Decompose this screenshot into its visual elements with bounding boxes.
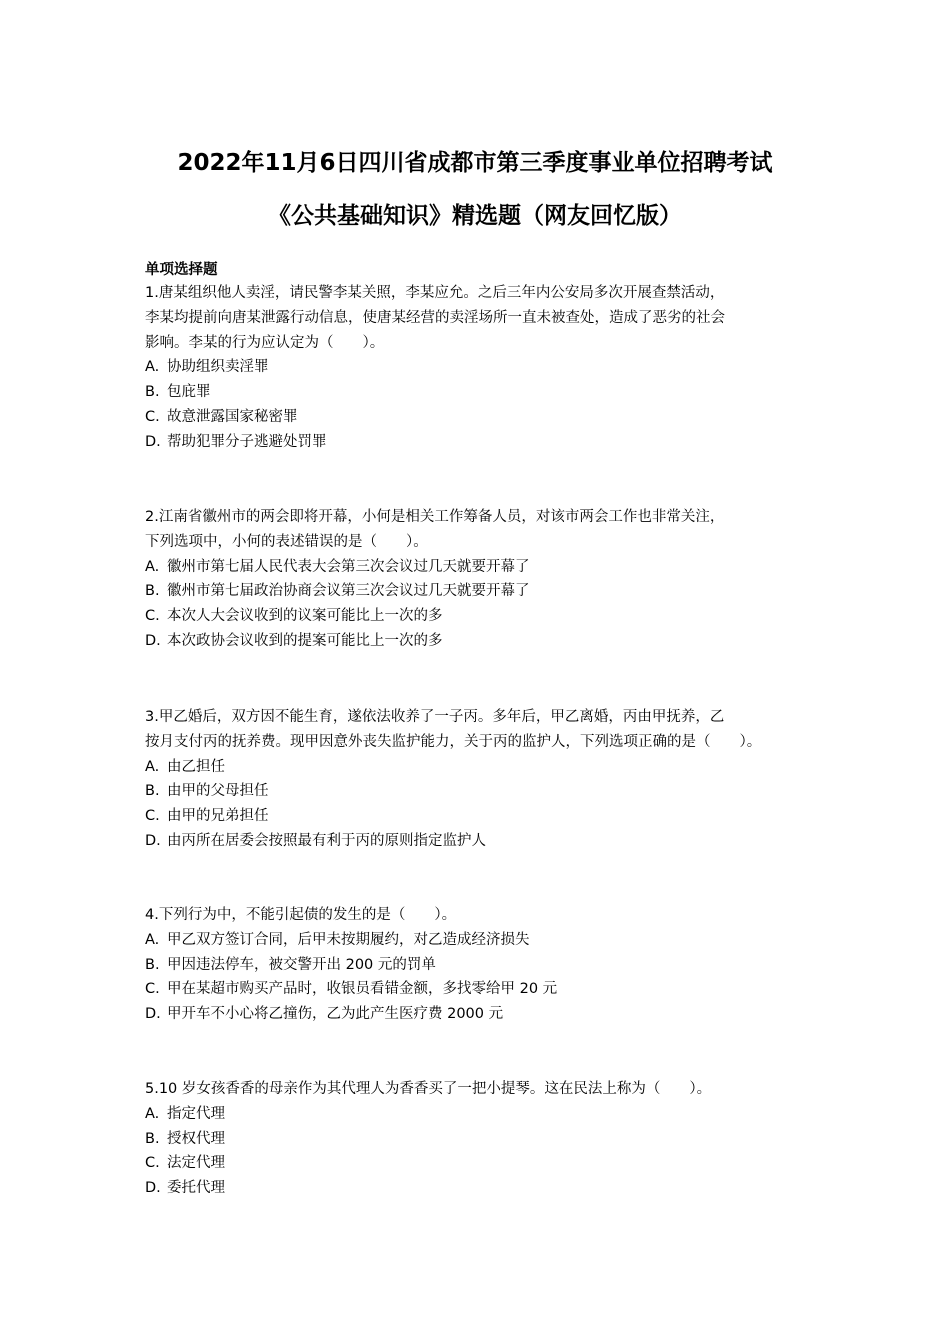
option-text: 甲开车不小心将乙撞伤，乙为此产生医疗费 2000 元 [167,1006,504,1023]
question-4 [145,903,825,1027]
option-label: A. [145,1105,160,1122]
option-text: 帮助犯罪分子逃避处罚罪 [167,433,327,450]
option-text: 协助组织卖淫罪 [167,359,269,376]
question-2 [145,505,825,654]
option-label: A. [145,758,160,775]
option-text: 甲在某超市购买产品时，收银员看错金额，多找零给甲 20 元 [167,981,558,998]
question-5 [145,1077,825,1201]
option-text: 甲乙双方签订合同，后甲未按期履约，对乙造成经济损失 [167,931,530,948]
option-text: 由丙所在居委会按照最有利于丙的原则指定监护人 [167,832,486,849]
answer-option [145,755,825,780]
question-stem-line: 4.下列行为中，不能引起债的发生的是（ ）。 [145,907,457,923]
answer-option [145,579,825,604]
option-label: A. [145,558,160,575]
option-label: D. [145,632,161,649]
option-text: 由甲的父母担任 [167,783,269,800]
question-stem-line: 李某均提前向唐某泄露行动信息，使唐某经营的卖淫场所一直未被查处，造成了恶劣的社会 [145,309,725,326]
answer-option [145,430,825,455]
answer-option [145,405,825,430]
option-text: 本次政协会议收到的提案可能比上一次的多 [167,632,443,649]
section-heading: 单项选择题 [145,262,218,278]
question-stem-line: 下列选项中，小何的表述错误的是（ ）。 [145,533,428,550]
option-label: D. [145,433,161,450]
option-label: C. [145,981,160,998]
document-title-line-2: 《公共基础知识》精选题（网友回忆版） [268,203,682,229]
option-label: C. [145,408,160,425]
answer-option [145,1002,825,1027]
option-text: 法定代理 [167,1155,225,1172]
option-text: 由乙担任 [167,758,225,775]
answer-option [145,604,825,629]
option-label: C. [145,808,160,825]
answer-option [145,629,825,654]
question-1 [145,281,825,455]
answer-option [145,779,825,804]
option-text: 徽州市第七届政治协商会议第三次会议过几天就要开幕了 [167,583,530,600]
option-text: 由甲的兄弟担任 [167,808,269,825]
question-stem-line: 2.江南省徽州市的两会即将开幕，小何是相关工作筹备人员，对该市两会工作也非常关注， [145,509,725,525]
option-label: C. [145,608,160,625]
option-text: 徽州市第七届人民代表大会第三次会议过几天就要开幕了 [167,558,530,575]
question-stem-line: 3.甲乙婚后，双方因不能生育，遂依法收养了一子丙。多年后，甲乙离婚，丙由甲抚养，乙 [145,709,725,725]
option-text: 本次人大会议收到的议案可能比上一次的多 [167,608,443,625]
option-text: 指定代理 [167,1105,225,1122]
option-text: 委托代理 [167,1180,225,1197]
answer-option [145,1127,825,1152]
question-3 [145,705,825,854]
answer-option [145,380,825,405]
question-stem-line: 1.唐某组织他人卖淫，请民警李某关照，李某应允。之后三年内公安局多次开展查禁活动， [145,285,725,301]
answer-option [145,977,825,1002]
question-stem-line: 影响。李某的行为应认定为（ ）。 [145,334,385,351]
option-label: D. [145,1006,161,1023]
option-label: B. [145,956,160,973]
option-text: 授权代理 [167,1130,225,1147]
answer-option [145,928,825,953]
question-stem-line: 5.10 岁女孩香香的母亲作为其代理人为香香买了一把小提琴。这在民法上称为（ ）。 [145,1081,712,1097]
answer-option [145,953,825,978]
answer-option [145,1102,825,1127]
option-label: B. [145,1130,160,1147]
option-text: 甲因违法停车，被交警开出 200 元的罚单 [167,956,436,973]
option-label: D. [145,832,161,849]
option-label: A. [145,931,160,948]
option-label: A. [145,359,160,376]
document-title-line-1: 2022年11月6日四川省成都市第三季度事业单位招聘考试 [177,150,773,176]
answer-option [145,1176,825,1201]
option-label: D. [145,1180,161,1197]
answer-option [145,829,825,854]
answer-option [145,1151,825,1176]
question-stem-line: 按月支付丙的抚养费。现甲因意外丧失监护能力，关于丙的监护人，下列选项正确的是（ ）。 [145,733,762,750]
option-text: 故意泄露国家秘密罪 [167,408,298,425]
option-label: B. [145,783,160,800]
answer-option [145,555,825,580]
option-label: C. [145,1155,160,1172]
answer-option [145,804,825,829]
option-text: 包庇罪 [167,384,211,401]
answer-option [145,355,825,380]
option-label: B. [145,384,160,401]
option-label: B. [145,583,160,600]
